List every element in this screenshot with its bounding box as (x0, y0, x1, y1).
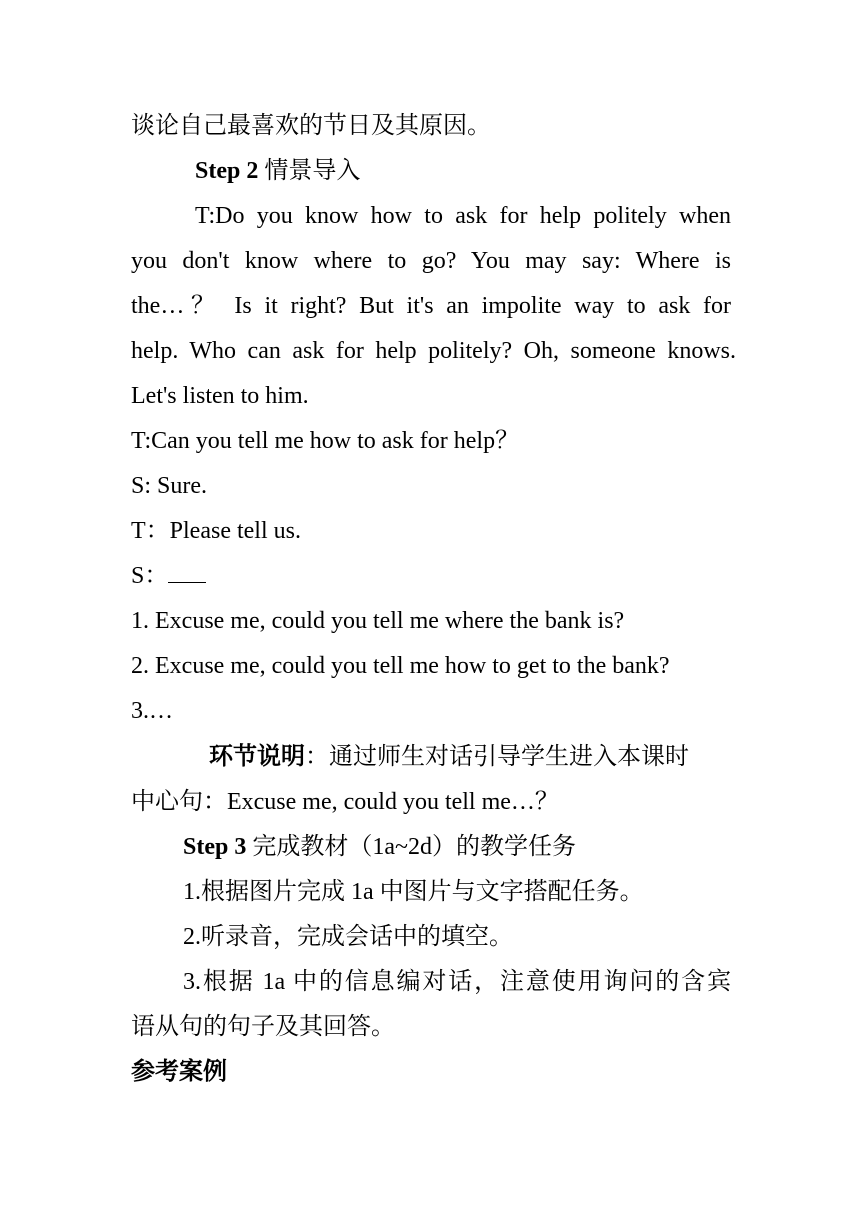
paragraph-line: Let's listen to him. (131, 383, 309, 409)
paragraph-line: help. Who can ask for help politely? Oh, someone knows. (131, 338, 736, 364)
note-label: 环节说明 (209, 744, 305, 770)
section-heading: 参考案例 (131, 1059, 227, 1085)
paragraph-line: the…？ Is it right? But it's an impolite way to ask for (131, 293, 731, 319)
dialogue-line (131, 560, 731, 592)
step2-label: Step 2 (195, 158, 259, 184)
task-item: 3.根据 1a 中的信息编对话，注意使用询问的含宾 (183, 969, 731, 995)
step3-heading (183, 831, 783, 863)
step2-heading (195, 155, 795, 187)
list-item: 3.… (131, 698, 173, 724)
note-line: 中心句：Excuse me, could you tell me…？ (131, 789, 559, 815)
paragraph-line: you don't know where to go? You may say: Where is (131, 248, 731, 274)
paragraph-line: 谈论自己最喜欢的节日及其原因。 (131, 113, 491, 139)
dialogue-line: S: Sure. (131, 473, 208, 499)
paragraph-line: T:Do you know how to ask for help politely when (195, 203, 731, 229)
dialogue-line: T:Can you tell me how to ask for help？ (131, 428, 520, 454)
answer-blank (168, 560, 206, 583)
step2-title: 情景导入 (258, 158, 361, 184)
speaker-label: S： (131, 563, 169, 589)
list-item: 2. Excuse me, could you tell me how to get to the bank? (131, 653, 670, 679)
list-item: 1. Excuse me, could you tell me where the bank is? (131, 608, 625, 634)
note-line (209, 741, 809, 773)
note-colon: ： (305, 744, 329, 770)
task-item: 语从句的句子及其回答。 (131, 1014, 395, 1040)
step3-label: Step 3 (183, 834, 247, 860)
step3-title: 完成教材（1a~2d）的教学任务 (246, 834, 576, 860)
dialogue-line: T：Please tell us. (131, 518, 301, 544)
task-item: 1.根据图片完成 1a 中图片与文字搭配任务。 (183, 879, 644, 905)
note-text: 通过师生对话引导学生进入本课时 (329, 744, 689, 770)
task-item: 2.听录音，完成会话中的填空。 (183, 924, 513, 950)
